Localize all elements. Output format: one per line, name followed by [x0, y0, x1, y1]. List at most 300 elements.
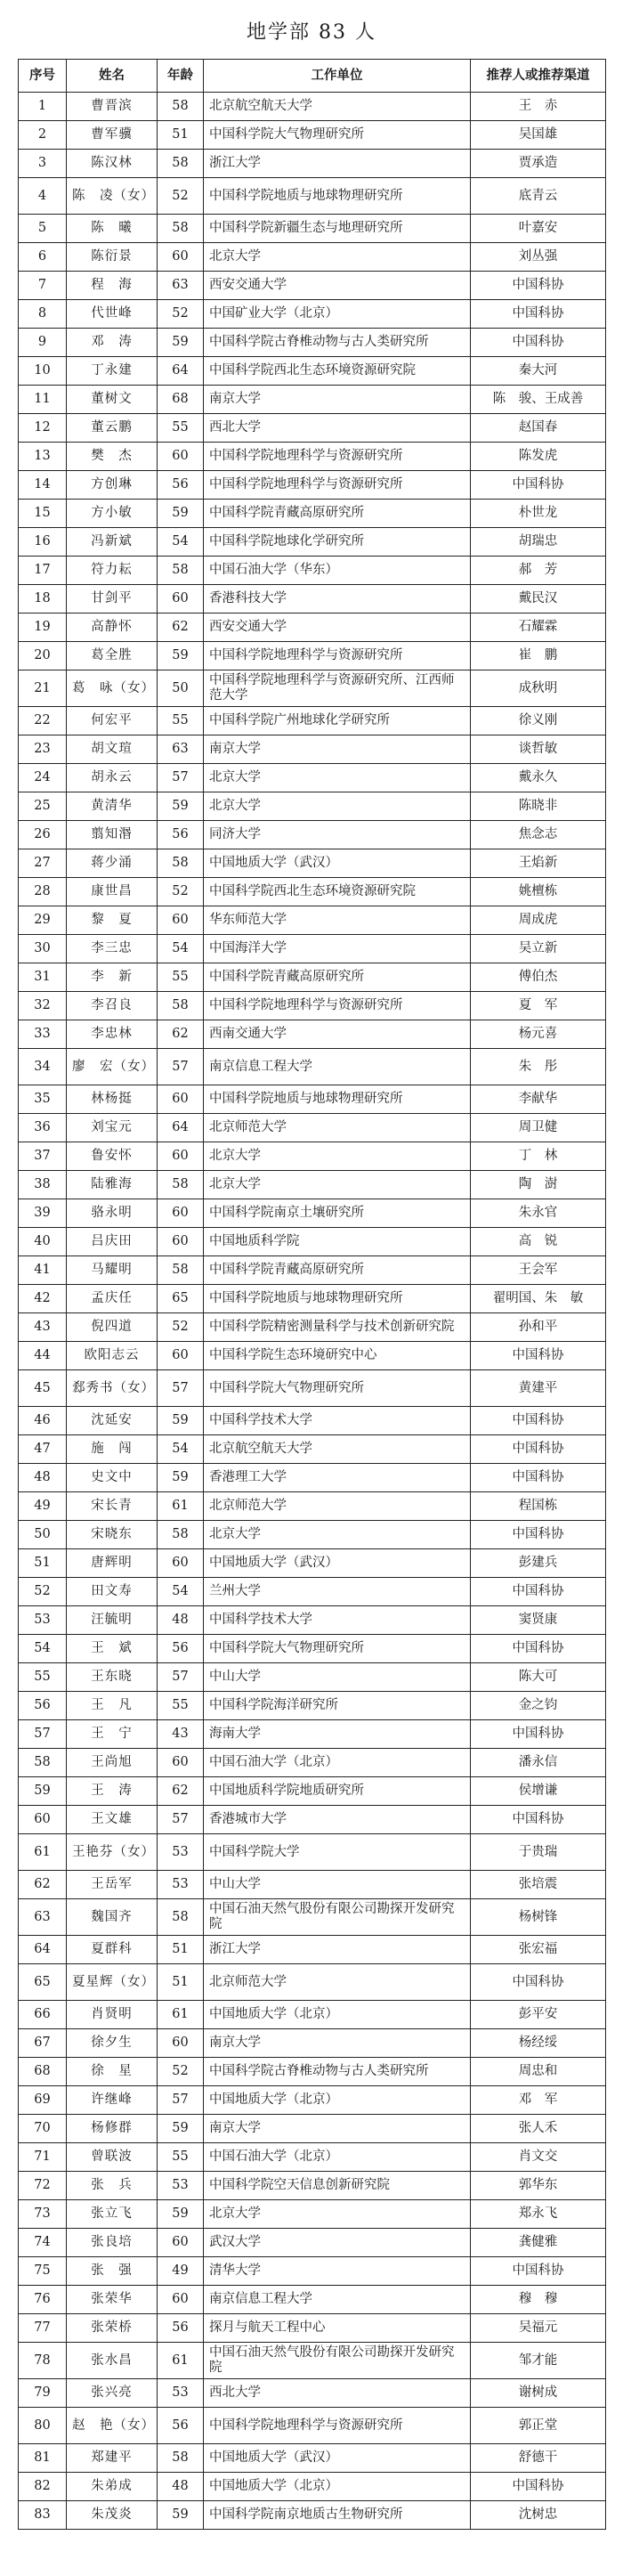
row-number: 79: [19, 2379, 67, 2408]
row-number: 3: [19, 150, 67, 178]
row-name: 陆雅海: [67, 1171, 158, 1199]
table-row: [19, 1749, 606, 1777]
row-recommender: 丁 林: [471, 1142, 606, 1171]
row-unit: 南京大学: [204, 2029, 471, 2058]
row-unit: 中国科学院大气物理研究所: [204, 1370, 471, 1407]
row-age: 55: [158, 707, 204, 735]
row-name: 张荣桥: [67, 2314, 158, 2343]
row-name: 黎 夏: [67, 906, 158, 935]
row-age: 53: [158, 2172, 204, 2200]
row-name: 方小敏: [67, 500, 158, 528]
row-unit: 北京师范大学: [204, 1964, 471, 2001]
row-age: 48: [158, 1606, 204, 1635]
row-recommender: 王会军: [471, 1256, 606, 1285]
row-unit: 北京大学: [204, 792, 471, 821]
row-recommender: 中国科协: [471, 300, 606, 329]
row-age: 60: [158, 1342, 204, 1370]
page-title: 地学部 83 人: [247, 21, 376, 44]
row-unit: 中国科学院地理科学与资源研究所: [204, 642, 471, 670]
row-age: 62: [158, 614, 204, 642]
row-recommender: 中国科协: [471, 1806, 606, 1834]
row-recommender: 郑永飞: [471, 2200, 606, 2229]
row-name: 王 斌: [67, 1635, 158, 1663]
row-age: 68: [158, 386, 204, 414]
row-unit: 中国科学院地球化学研究所: [204, 528, 471, 557]
row-number: 67: [19, 2029, 67, 2058]
row-unit: 探月与航天工程中心: [204, 2314, 471, 2343]
table-row: [19, 300, 606, 329]
row-age: 62: [158, 1777, 204, 1806]
row-unit: 中国科学院古脊椎动物与古人类研究所: [204, 329, 471, 357]
table-row: [19, 471, 606, 500]
row-unit: 北京大学: [204, 764, 471, 792]
table-row: [19, 178, 606, 215]
row-number: 47: [19, 1435, 67, 1464]
row-unit: 北京师范大学: [204, 1114, 471, 1142]
header-no: 序号: [19, 60, 67, 93]
row-age: 50: [158, 670, 204, 707]
table-row: [19, 614, 606, 642]
row-age: 60: [158, 2286, 204, 2314]
row-recommender: 赵国春: [471, 414, 606, 443]
row-age: 59: [158, 500, 204, 528]
row-unit: 中国科学院生态环境研究中心: [204, 1342, 471, 1370]
row-name: 胡永云: [67, 764, 158, 792]
row-recommender: 中国科协: [471, 1635, 606, 1663]
row-recommender: 焦念志: [471, 821, 606, 849]
row-age: 58: [158, 992, 204, 1020]
row-number: 83: [19, 2501, 67, 2530]
row-recommender: 底青云: [471, 178, 606, 215]
row-name: 王 涛: [67, 1777, 158, 1806]
row-name: 王艳芬（女）: [67, 1834, 158, 1871]
row-name: 汪毓明: [67, 1606, 158, 1635]
row-age: 52: [158, 2058, 204, 2086]
row-recommender: 潘永信: [471, 1749, 606, 1777]
row-unit: 中国科学院广州地球化学研究所: [204, 707, 471, 735]
row-age: 53: [158, 1871, 204, 1899]
row-recommender: 徐义刚: [471, 707, 606, 735]
row-number: 12: [19, 414, 67, 443]
table-row: [19, 1899, 606, 1936]
row-unit: 中国科学院南京土壤研究所: [204, 1199, 471, 1228]
row-unit: 中国科学院地理科学与资源研究所: [204, 471, 471, 500]
row-unit: 中国地质大学（北京）: [204, 2001, 471, 2029]
row-age: 56: [158, 1635, 204, 1663]
table-body: [19, 93, 606, 2530]
row-number: 4: [19, 178, 67, 215]
row-unit: 中国科学院青藏高原研究所: [204, 500, 471, 528]
row-recommender: 侯增谦: [471, 1777, 606, 1806]
row-number: 45: [19, 1370, 67, 1407]
row-unit: 中国地质大学（武汉）: [204, 2444, 471, 2473]
table-row: [19, 1777, 606, 1806]
row-unit: 西北大学: [204, 2379, 471, 2408]
row-number: 42: [19, 1285, 67, 1313]
row-name: 孟庆任: [67, 1285, 158, 1313]
row-recommender: 中国科协: [471, 1435, 606, 1464]
row-recommender: 中国科协: [471, 471, 606, 500]
row-unit: 中国科学院地理科学与资源研究所: [204, 992, 471, 1020]
table-row: [19, 1228, 606, 1256]
row-name: 曾联波: [67, 2143, 158, 2172]
row-number: 29: [19, 906, 67, 935]
row-number: 71: [19, 2143, 67, 2172]
row-age: 61: [158, 2343, 204, 2379]
row-unit: 南京信息工程大学: [204, 2286, 471, 2314]
row-number: 80: [19, 2408, 67, 2444]
row-number: 64: [19, 1936, 67, 1964]
row-number: 56: [19, 1692, 67, 1720]
row-recommender: 吴立新: [471, 935, 606, 963]
row-unit: 中国科学院大气物理研究所: [204, 1635, 471, 1663]
table-row: [19, 2001, 606, 2029]
row-unit: 北京师范大学: [204, 1492, 471, 1521]
table-row: [19, 1256, 606, 1285]
row-unit: 中国海洋大学: [204, 935, 471, 963]
table-row: [19, 2229, 606, 2257]
table-row: [19, 386, 606, 414]
row-number: 38: [19, 1171, 67, 1199]
row-age: 58: [158, 1256, 204, 1285]
row-number: 15: [19, 500, 67, 528]
table-row: [19, 2343, 606, 2379]
row-name: 宋长青: [67, 1492, 158, 1521]
row-number: 49: [19, 1492, 67, 1521]
row-unit: 兰州大学: [204, 1578, 471, 1606]
row-name: 陈 凌（女）: [67, 178, 158, 215]
table-row: [19, 2314, 606, 2343]
row-recommender: 贾承造: [471, 150, 606, 178]
table-row: [19, 821, 606, 849]
row-age: 56: [158, 471, 204, 500]
row-recommender: 中国科协: [471, 1521, 606, 1549]
row-recommender: 邓 军: [471, 2086, 606, 2115]
row-age: 54: [158, 1435, 204, 1464]
row-name: 代世峰: [67, 300, 158, 329]
header-unit: 工作单位: [204, 60, 471, 93]
row-name: 张良培: [67, 2229, 158, 2257]
table-row: [19, 992, 606, 1020]
row-name: 董树文: [67, 386, 158, 414]
row-age: 59: [158, 1464, 204, 1492]
row-recommender: 陈 骏、王成善: [471, 386, 606, 414]
row-unit: 中国科学院大气物理研究所: [204, 121, 471, 150]
row-age: 59: [158, 642, 204, 670]
candidate-table: [18, 59, 606, 2530]
row-number: 43: [19, 1313, 67, 1342]
table-row: [19, 1663, 606, 1692]
row-number: 81: [19, 2444, 67, 2473]
table-row: [19, 2200, 606, 2229]
row-unit: 中国科学院南京地质古生物研究所: [204, 2501, 471, 2530]
row-recommender: 杨经绥: [471, 2029, 606, 2058]
row-name: 甘剑平: [67, 585, 158, 614]
row-number: 20: [19, 642, 67, 670]
row-number: 24: [19, 764, 67, 792]
row-number: 5: [19, 215, 67, 243]
row-number: 77: [19, 2314, 67, 2343]
row-recommender: 陶 澍: [471, 1171, 606, 1199]
table-row: [19, 1020, 606, 1049]
row-unit: 中国科学院地质与地球物理研究所: [204, 1285, 471, 1313]
row-age: 56: [158, 821, 204, 849]
row-recommender: 窦贤康: [471, 1606, 606, 1635]
table-row: [19, 150, 606, 178]
row-age: 60: [158, 1749, 204, 1777]
row-number: 66: [19, 2001, 67, 2029]
row-age: 60: [158, 2029, 204, 2058]
row-age: 57: [158, 764, 204, 792]
row-number: 32: [19, 992, 67, 1020]
table-row: [19, 1834, 606, 1871]
row-name: 王 凡: [67, 1692, 158, 1720]
row-unit: 武汉大学: [204, 2229, 471, 2257]
row-name: 高静怀: [67, 614, 158, 642]
row-number: 55: [19, 1663, 67, 1692]
row-age: 58: [158, 1171, 204, 1199]
row-age: 53: [158, 2379, 204, 2408]
row-age: 54: [158, 528, 204, 557]
row-name: 欧阳志云: [67, 1342, 158, 1370]
row-name: 许继峰: [67, 2086, 158, 2115]
row-number: 63: [19, 1899, 67, 1936]
row-recommender: 郝 芳: [471, 557, 606, 585]
row-unit: 中国地质大学（北京）: [204, 2473, 471, 2501]
row-name: 黄清华: [67, 792, 158, 821]
table-row: [19, 1407, 606, 1435]
row-name: 徐夕生: [67, 2029, 158, 2058]
row-age: 53: [158, 1834, 204, 1871]
row-unit: 中山大学: [204, 1871, 471, 1899]
row-age: 60: [158, 2229, 204, 2257]
table-row: [19, 2257, 606, 2286]
row-recommender: 傅伯杰: [471, 963, 606, 992]
row-recommender: 崔 鹏: [471, 642, 606, 670]
row-name: 王文雄: [67, 1806, 158, 1834]
table-row: [19, 1549, 606, 1578]
row-unit: 中国科学院地理科学与资源研究所、江西师范大学: [204, 670, 471, 707]
row-recommender: 中国科协: [471, 1578, 606, 1606]
row-name: 王尚旭: [67, 1749, 158, 1777]
row-age: 52: [158, 878, 204, 906]
row-unit: 中国科学院地质与地球物理研究所: [204, 1085, 471, 1114]
row-recommender: 彭平安: [471, 2001, 606, 2029]
row-name: 张 兵: [67, 2172, 158, 2200]
row-age: 65: [158, 1285, 204, 1313]
row-unit: 香港理工大学: [204, 1464, 471, 1492]
row-name: 沈延安: [67, 1407, 158, 1435]
row-recommender: 孙和平: [471, 1313, 606, 1342]
row-number: 70: [19, 2115, 67, 2143]
table-row: [19, 2086, 606, 2115]
table-row: [19, 1492, 606, 1521]
row-unit: 西南交通大学: [204, 1020, 471, 1049]
row-number: 13: [19, 443, 67, 471]
row-name: 夏群科: [67, 1936, 158, 1964]
table-row: [19, 1142, 606, 1171]
table-row: [19, 1049, 606, 1085]
row-age: 56: [158, 2314, 204, 2343]
row-age: 52: [158, 1313, 204, 1342]
row-name: 曹军骥: [67, 121, 158, 150]
row-number: 14: [19, 471, 67, 500]
row-recommender: 张宏福: [471, 1936, 606, 1964]
row-recommender: 龚健雅: [471, 2229, 606, 2257]
row-name: 张水昌: [67, 2343, 158, 2379]
row-recommender: 谈哲敏: [471, 735, 606, 764]
row-age: 51: [158, 1964, 204, 2001]
row-number: 2: [19, 121, 67, 150]
row-recommender: 杨元喜: [471, 1020, 606, 1049]
table-row: [19, 272, 606, 300]
table-row: [19, 1964, 606, 2001]
row-number: 40: [19, 1228, 67, 1256]
table-row: [19, 1871, 606, 1899]
row-age: 52: [158, 178, 204, 215]
row-recommender: 陈晓非: [471, 792, 606, 821]
table-row: [19, 2379, 606, 2408]
table-row: [19, 1342, 606, 1370]
row-unit: 清华大学: [204, 2257, 471, 2286]
row-unit: 北京大学: [204, 243, 471, 272]
row-name: 倪四道: [67, 1313, 158, 1342]
row-number: 62: [19, 1871, 67, 1899]
row-recommender: 中国科协: [471, 329, 606, 357]
row-unit: 西北大学: [204, 414, 471, 443]
row-age: 58: [158, 93, 204, 121]
row-unit: 西安交通大学: [204, 614, 471, 642]
row-unit: 中国科学院精密测量科学与技术创新研究院: [204, 1313, 471, 1342]
row-name: 吕庆田: [67, 1228, 158, 1256]
table-row: [19, 963, 606, 992]
row-age: 55: [158, 963, 204, 992]
row-number: 33: [19, 1020, 67, 1049]
row-number: 31: [19, 963, 67, 992]
row-number: 30: [19, 935, 67, 963]
table-row: [19, 2115, 606, 2143]
row-number: 8: [19, 300, 67, 329]
row-recommender: 中国科协: [471, 1342, 606, 1370]
header-rec: 推荐人或推荐渠道: [471, 60, 606, 93]
row-unit: 浙江大学: [204, 1936, 471, 1964]
row-age: 60: [158, 1228, 204, 1256]
table-row: [19, 1720, 606, 1749]
row-name: 陈 曦: [67, 215, 158, 243]
row-unit: 中国科学院海洋研究所: [204, 1692, 471, 1720]
row-unit: 中国石油大学（华东）: [204, 557, 471, 585]
row-recommender: 戴永久: [471, 764, 606, 792]
row-unit: 北京大学: [204, 2200, 471, 2229]
row-number: 44: [19, 1342, 67, 1370]
row-number: 23: [19, 735, 67, 764]
row-name: 蒋少涌: [67, 849, 158, 878]
row-age: 64: [158, 1114, 204, 1142]
table-row: [19, 1285, 606, 1313]
row-recommender: 陈发虎: [471, 443, 606, 471]
row-name: 李召良: [67, 992, 158, 1020]
row-recommender: 郭华东: [471, 2172, 606, 2200]
table-row: [19, 443, 606, 471]
table-row: [19, 2286, 606, 2314]
row-name: 丁永建: [67, 357, 158, 386]
row-name: 陈汉林: [67, 150, 158, 178]
table-row: [19, 121, 606, 150]
row-age: 57: [158, 2086, 204, 2115]
row-name: 张立飞: [67, 2200, 158, 2229]
row-unit: 同济大学: [204, 821, 471, 849]
row-name: 魏国齐: [67, 1899, 158, 1936]
row-name: 翦知湣: [67, 821, 158, 849]
table-row: [19, 528, 606, 557]
row-recommender: 彭建兵: [471, 1549, 606, 1578]
row-unit: 中国科学院古脊椎动物与古人类研究所: [204, 2058, 471, 2086]
row-name: 郄秀书（女）: [67, 1370, 158, 1407]
row-number: 69: [19, 2086, 67, 2115]
table-row: [19, 2473, 606, 2501]
row-number: 35: [19, 1085, 67, 1114]
row-name: 朱茂炎: [67, 2501, 158, 2530]
row-number: 75: [19, 2257, 67, 2286]
row-recommender: 中国科协: [471, 1464, 606, 1492]
row-name: 宋晓东: [67, 1521, 158, 1549]
row-recommender: 王焰新: [471, 849, 606, 878]
row-recommender: 王 赤: [471, 93, 606, 121]
header-age: 年龄: [158, 60, 204, 93]
row-age: 60: [158, 1085, 204, 1114]
row-unit: 中国科学院青藏高原研究所: [204, 1256, 471, 1285]
row-recommender: 邹才能: [471, 2343, 606, 2379]
row-name: 史文中: [67, 1464, 158, 1492]
row-name: 李 新: [67, 963, 158, 992]
row-recommender: 中国科协: [471, 1407, 606, 1435]
row-age: 63: [158, 272, 204, 300]
row-name: 邓 涛: [67, 329, 158, 357]
row-number: 28: [19, 878, 67, 906]
row-number: 41: [19, 1256, 67, 1285]
row-recommender: 张人禾: [471, 2115, 606, 2143]
row-number: 52: [19, 1578, 67, 1606]
row-recommender: 肖文交: [471, 2143, 606, 2172]
row-age: 60: [158, 906, 204, 935]
row-number: 9: [19, 329, 67, 357]
row-unit: 北京大学: [204, 1171, 471, 1199]
table-row: [19, 2029, 606, 2058]
row-name: 张兴亮: [67, 2379, 158, 2408]
row-recommender: 周卫健: [471, 1114, 606, 1142]
row-age: 52: [158, 300, 204, 329]
row-age: 62: [158, 1020, 204, 1049]
row-age: 58: [158, 557, 204, 585]
row-age: 58: [158, 1521, 204, 1549]
row-unit: 中国地质科学院地质研究所: [204, 1777, 471, 1806]
row-age: 60: [158, 1142, 204, 1171]
row-unit: 南京大学: [204, 2115, 471, 2143]
row-unit: 中国石油天然气股份有限公司勘探开发研究院: [204, 1899, 471, 1936]
table-row: [19, 2501, 606, 2530]
row-age: 59: [158, 2115, 204, 2143]
row-recommender: 中国科协: [471, 272, 606, 300]
row-unit: 华东师范大学: [204, 906, 471, 935]
row-recommender: 中国科协: [471, 1720, 606, 1749]
row-number: 19: [19, 614, 67, 642]
row-recommender: 穆 穆: [471, 2286, 606, 2314]
row-age: 51: [158, 121, 204, 150]
table-row: [19, 764, 606, 792]
row-unit: 南京大学: [204, 735, 471, 764]
row-age: 55: [158, 2143, 204, 2172]
row-recommender: 中国科协: [471, 2473, 606, 2501]
